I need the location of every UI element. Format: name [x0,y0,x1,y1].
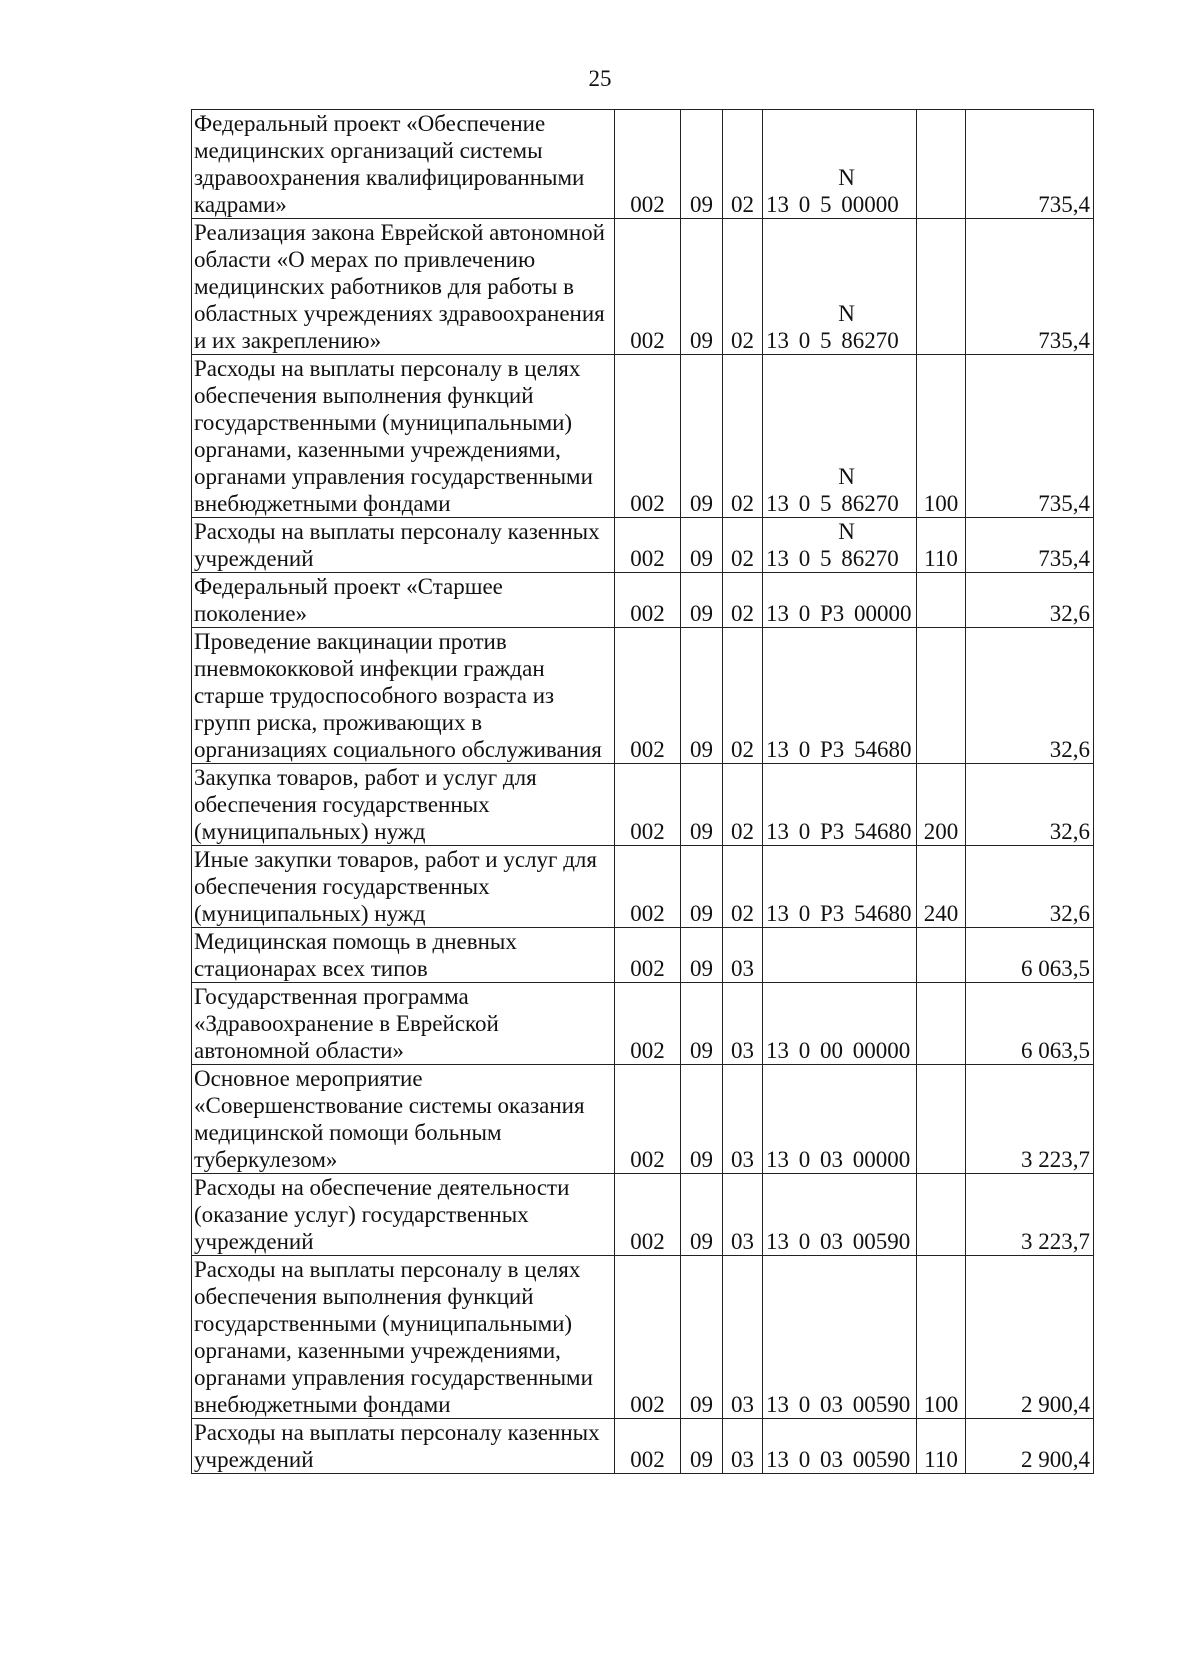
page-number: 25 [588,66,612,91]
subsection-code-cell: 02 [723,628,763,764]
amount-cell: 735,4 [966,518,1094,573]
target-article-cell [763,928,917,983]
target-article-cell [763,110,917,219]
row-name-cell: Федеральный проект «Старшее поколение» [192,573,615,628]
amount-cell: 735,4 [966,110,1094,219]
table-body [192,110,1094,1474]
expense-type-cell [917,628,966,764]
table-row [192,219,1094,355]
row-name-cell: Медицинская помощь в дневных стационарах всех типов [192,928,615,983]
row-name-cell: Основное мероприятие «Совершенствование системы оказания медицинской помощи больным туберкулезом» [192,1065,615,1174]
csr-code: 13 0 03 00590 [766,1447,911,1472]
row-name-cell: Расходы на выплаты персоналу в целях обеспечения выполнения функций государственными (муниципальными) органами, казенными учреждениями, органами управления государственными внебюджетными фондами [192,355,615,518]
section-code-cell: 09 [681,846,723,928]
amount-cell: 32,6 [966,846,1094,928]
expense-type-cell: 240 [917,846,966,928]
csr-code: 13 0 5 86270 [766,328,899,353]
subsection-code-cell: 03 [723,983,763,1065]
admin-code-cell: 002 [615,355,681,518]
expense-type-cell [917,1065,966,1174]
subsection-code-cell: 03 [723,1256,763,1419]
admin-code-cell: 002 [615,219,681,355]
expense-type-cell: 110 [917,1419,966,1474]
amount-cell: 2 900,4 [966,1419,1094,1474]
section-code-cell: 09 [681,110,723,219]
expense-type-cell [917,928,966,983]
table-row [192,1174,1094,1256]
csr-code: 13 0 5 00000 [766,192,899,217]
admin-code-cell: 002 [615,573,681,628]
admin-code-cell: 002 [615,1419,681,1474]
table-row [192,846,1094,928]
table-row [192,1419,1094,1474]
table-row [192,1065,1094,1174]
target-article-cell [763,355,917,518]
row-name-cell: Расходы на выплаты персоналу казенных учреждений [192,518,615,573]
target-article-cell [763,764,917,846]
section-code-cell: 09 [681,1174,723,1256]
section-code-cell: 09 [681,983,723,1065]
target-article-cell [763,1419,917,1474]
expense-type-cell: 200 [917,764,966,846]
section-code-cell: 09 [681,764,723,846]
row-name-cell: Федеральный проект «Обеспечение медицинских организаций системы здравоохранения квалифицированными кадрами» [192,110,615,219]
target-article-cell [763,1174,917,1256]
admin-code-cell: 002 [615,110,681,219]
admin-code-cell: 002 [615,1174,681,1256]
row-name-cell: Закупка товаров, работ и услуг для обеспечения государственных (муниципальных) нужд [192,764,615,846]
amount-cell: 32,6 [966,573,1094,628]
target-article-cell [763,1065,917,1174]
target-article-cell [763,573,917,628]
section-code-cell: 09 [681,573,723,628]
table-row [192,628,1094,764]
amount-cell: 3 223,7 [966,1174,1094,1256]
admin-code-cell: 002 [615,928,681,983]
amount-cell: 3 223,7 [966,1065,1094,1174]
subsection-code-cell: 02 [723,573,763,628]
amount-cell: 32,6 [966,628,1094,764]
amount-cell: 32,6 [966,764,1094,846]
admin-code-cell: 002 [615,1065,681,1174]
csr-code: 13 0 5 86270 [766,491,899,516]
section-code-cell: 09 [681,628,723,764]
subsection-code-cell: 02 [723,355,763,518]
subsection-code-cell: 03 [723,1419,763,1474]
subsection-code-cell: 02 [723,764,763,846]
csr-code: 13 0 03 00590 [766,1229,911,1254]
subsection-code-cell: 02 [723,518,763,573]
row-name-cell: Расходы на выплаты персоналу казенных учреждений [192,1419,615,1474]
subsection-code-cell: 02 [723,846,763,928]
table-row [192,573,1094,628]
csr-code: 13 0 P3 54680 [766,819,912,844]
target-article-cell [763,846,917,928]
expense-type-cell [917,219,966,355]
row-name-cell: Реализация закона Еврейской автономной области «О мерах по привлечению медицинских работников для работы в областных учреждениях здравоохранения и их закреплению» [192,219,615,355]
admin-code-cell: 002 [615,518,681,573]
expense-type-cell [917,110,966,219]
csr-code: 13 0 00 00000 [766,1038,911,1063]
expense-type-cell [917,983,966,1065]
amount-cell: 2 900,4 [966,1256,1094,1419]
admin-code-cell: 002 [615,983,681,1065]
row-name-cell: Расходы на выплаты персоналу в целях обеспечения выполнения функций государственными (муниципальными) органами, казенными учреждениями, органами управления государственными внебюджетными фондами [192,1256,615,1419]
csr-code: 13 0 5 86270 [766,546,899,571]
budget-table [191,109,1094,1474]
expense-type-cell: 100 [917,355,966,518]
section-code-cell: 09 [681,219,723,355]
subsection-code-cell: 03 [723,1174,763,1256]
subsection-code-cell: 02 [723,219,763,355]
section-code-cell: 09 [681,518,723,573]
row-name-cell: Государственная программа «Здравоохранение в Еврейской автономной области» [192,983,615,1065]
csr-code: 13 0 P3 00000 [766,601,912,626]
target-article-cell [763,628,917,764]
csr-mark: N [838,301,855,326]
table-row [192,983,1094,1065]
table-row [192,1256,1094,1419]
amount-cell: 6 063,5 [966,928,1094,983]
expense-type-cell [917,573,966,628]
table-row [192,928,1094,983]
amount-cell: 735,4 [966,219,1094,355]
csr-mark: N [838,464,855,489]
table-row [192,764,1094,846]
table-row [192,518,1094,573]
admin-code-cell: 002 [615,764,681,846]
subsection-code-cell: 03 [723,928,763,983]
target-article-cell [763,219,917,355]
section-code-cell: 09 [681,1256,723,1419]
expense-type-cell [917,1174,966,1256]
expense-type-cell: 100 [917,1256,966,1419]
csr-mark: N [838,519,855,544]
admin-code-cell: 002 [615,1256,681,1419]
subsection-code-cell: 03 [723,1065,763,1174]
table-row [192,355,1094,518]
csr-mark: N [838,165,855,190]
admin-code-cell: 002 [615,628,681,764]
target-article-cell [763,983,917,1065]
csr-code: 13 0 03 00590 [766,1392,911,1417]
row-name-cell: Расходы на обеспечение деятельности (оказание услуг) государственных учреждений [192,1174,615,1256]
section-code-cell: 09 [681,355,723,518]
amount-cell: 6 063,5 [966,983,1094,1065]
csr-code: 13 0 03 00000 [766,1147,911,1172]
amount-cell: 735,4 [966,355,1094,518]
section-code-cell: 09 [681,928,723,983]
section-code-cell: 09 [681,1419,723,1474]
row-name-cell: Иные закупки товаров, работ и услуг для обеспечения государственных (муниципальных) нужд [192,846,615,928]
target-article-cell [763,1256,917,1419]
target-article-cell [763,518,917,573]
csr-code: 13 0 P3 54680 [766,737,912,762]
section-code-cell: 09 [681,1065,723,1174]
table-row [192,110,1094,219]
row-name-cell: Проведение вакцинации против пневмококковой инфекции граждан старше трудоспособного возраста из групп риска, проживающих в организациях социального обслуживания [192,628,615,764]
subsection-code-cell: 02 [723,110,763,219]
csr-code: 13 0 P3 54680 [766,901,912,926]
admin-code-cell: 002 [615,846,681,928]
expense-type-cell: 110 [917,518,966,573]
